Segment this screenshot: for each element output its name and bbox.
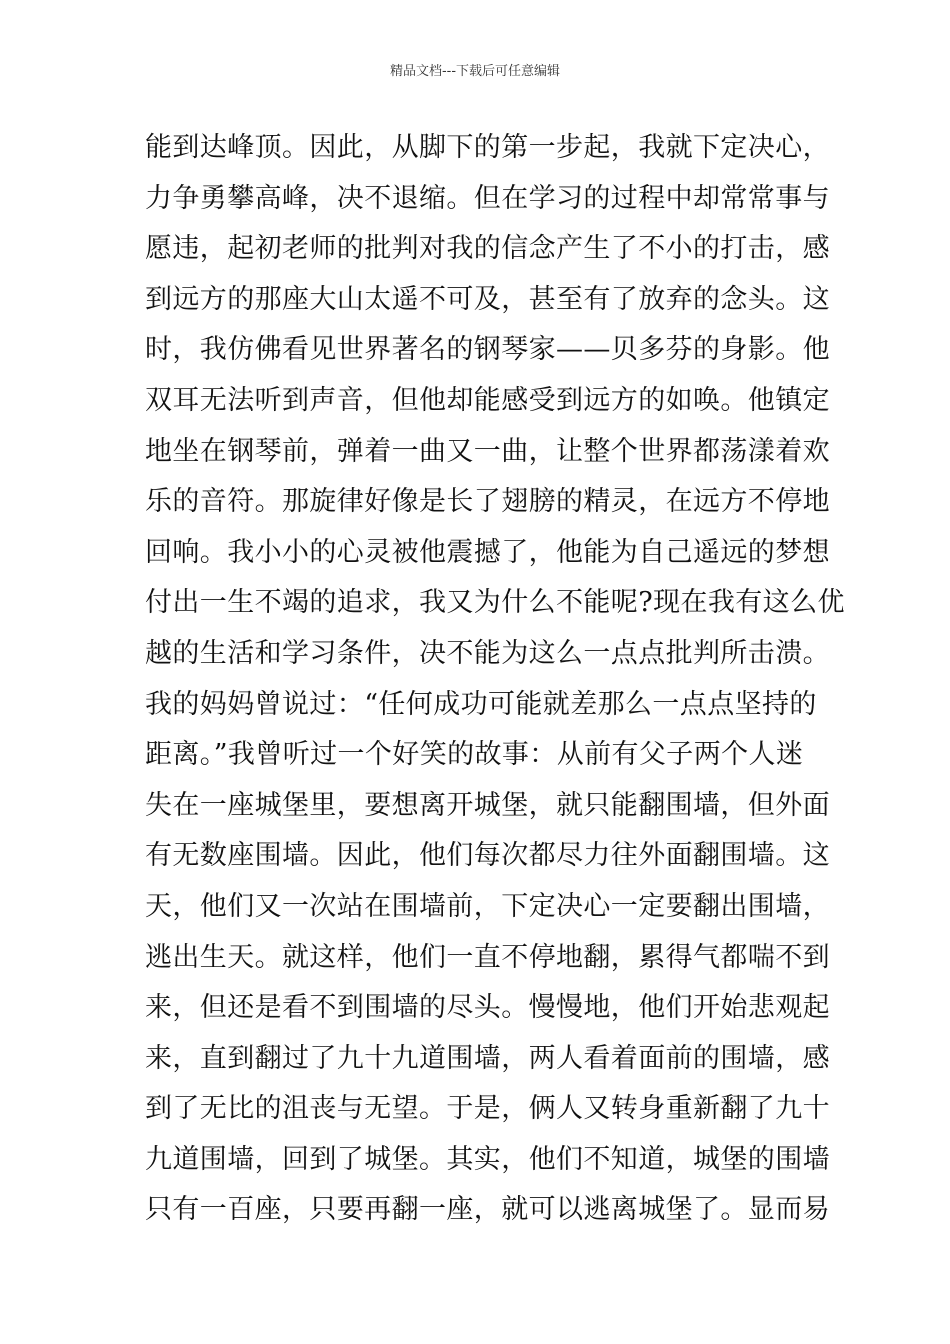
page-header: 精品文档---下载后可任意编辑 (389, 64, 561, 79)
text-line: 九道围墙，回到了城堡。其实，他们不知道，城堡的围墙 (145, 1143, 830, 1175)
text-line: 来，直到翻过了九十九道围墙，两人看着面前的围墙，感 (145, 1042, 830, 1074)
text-line: 愿违，起初老师的批判对我的信念产生了不小的打击，感 (145, 233, 830, 265)
text-line: 能到达峰顶。因此，从脚下的第一步起，我就下定决心， (145, 132, 830, 163)
text-line: 失在一座城堡里，要想离开城堡，就只能翻围墙，但外面 (145, 789, 830, 821)
text-line: 地坐在钢琴前，弹着一曲又一曲，让整个世界都荡漾着欢 (145, 435, 830, 467)
text-line: 距离。”我曾听过一个好笑的故事：从前有父子两个人迷 (145, 739, 804, 771)
text-line: 双耳无法听到声音，但他却能感受到远方的如唤。他镇定 (145, 384, 830, 416)
text-line: 时，我仿佛看见世界著名的钢琴家——贝多芬的身影。他 (145, 334, 830, 366)
text-line: 乐的音符。那旋律好像是长了翅膀的精灵，在远方不停地 (145, 486, 830, 518)
text-line: 到了无比的沮丧与无望。于是，俩人又转身重新翻了九十 (145, 1093, 830, 1125)
text-line: 来，但还是看不到围墙的尽头。慢慢地，他们开始悲观起 (145, 992, 830, 1024)
text-line: 我的妈妈曾说过：“任何成功可能就差那么一点点坚持的 (145, 688, 817, 720)
text-line: 到远方的那座大山太遥不可及，甚至有了放弃的念头。这 (145, 283, 830, 315)
text-line: 天，他们又一次站在围墙前，下定决心一定要翻出围墙， (145, 890, 830, 922)
text-line: 逃出生天。就这样，他们一直不停地翻，累得气都喘不到 (145, 941, 830, 973)
text-line: 力争勇攀高峰，决不退缩。但在学习的过程中却常常事与 (145, 182, 830, 214)
text-line: 有无数座围墙。因此，他们每次都尽力往外面翻围墙。这 (145, 840, 830, 872)
text-line: 付出一生不竭的追求，我又为什么不能呢?现在我有这么优 (145, 587, 845, 619)
document-body (145, 123, 845, 1236)
text-line: 越的生活和学习条件，决不能为这么一点点批判所击溃。 (145, 637, 830, 669)
text-line: 只有一百座，只要再翻一座，就可以逃离城堡了。显而易 (145, 1194, 830, 1226)
text-line: 回响。我小小的心灵被他震撼了，他能为自己遥远的梦想 (145, 536, 830, 568)
